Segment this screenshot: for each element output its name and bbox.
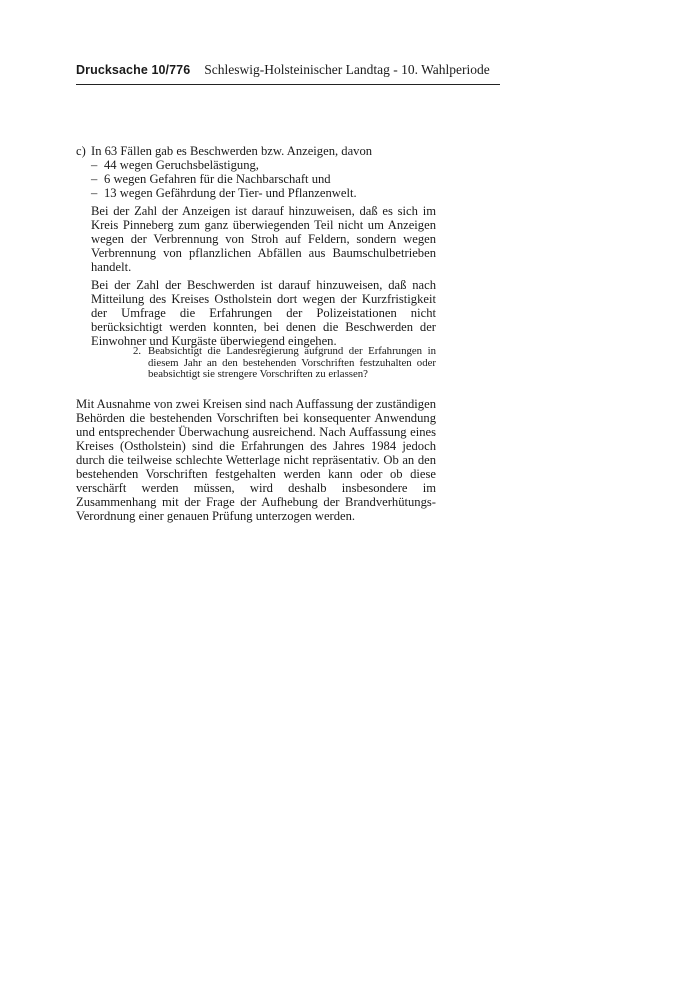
section-c [76, 144, 436, 348]
question-text: Beabsichtigt die Landesregierung aufgrund der Erfahrungen in diesem Jahr an den bestehenden Vorschriften festzuhalten oder beabsichtigt sie strengere Vorschriften zu erlassen? [148, 345, 436, 380]
list-item [91, 158, 436, 172]
question-number: 2. [133, 345, 142, 357]
document-number: Drucksache 10/776 [76, 63, 191, 77]
page-header [76, 60, 500, 85]
section-c-intro: In 63 Fällen gab es Beschwerden bzw. Anzeigen, davon [91, 144, 373, 158]
beschwerden-note-paragraph: Bei der Zahl der Beschwerden ist darauf hinzuweisen, daß nach Mitteilung des Kreises Ostholstein dort wegen der Kurzfristigkeit der Umfrage die Erfahrungen der Polizeistationen nicht berücksichtigt werden konnten, bei denen die Beschwerden der Einwohner und Kurgäste überwiegend eingehen. [91, 278, 436, 348]
list-item [91, 172, 436, 186]
section-c-intro-line [76, 144, 436, 158]
dash-marker: – [91, 186, 98, 200]
complaint-breakdown-list [91, 158, 436, 200]
question-2 [133, 346, 436, 381]
list-item-text: 44 wegen Geruchsbelästigung, [104, 158, 259, 172]
answer-paragraph: Mit Ausnahme von zwei Kreisen sind nach Auffassung der zuständigen Behörden die bestehenden Vorschriften bei konsequenter Anwendung und entsprechender Überwachung ausreichend. Nach Auffassung eines Kreises (Ostholstein) sind die Erfahrungen des Jahres 1984 jedoch durch die teilweise schlechte Wetterlage nicht repräsentativ. Ob an den bestehenden Vorschriften festgehalten werden kann oder ob diese verschärft werden müssen, wird deshalb insbesondere im Zusammenhang mit der Frage der Aufhebung der Brandverhütungs-Verordnung einer genauen Prüfung unterzogen werden. [76, 397, 436, 523]
list-item-text: 6 wegen Gefahren für die Nachbarschaft und [104, 172, 331, 186]
list-item-text: 13 wegen Gefährdung der Tier- und Pflanzenwelt. [104, 186, 357, 200]
section-c-marker: c) [76, 144, 86, 158]
parliament-title: Schleswig-Holsteinischer Landtag - 10. Wahlperiode [204, 62, 490, 77]
dash-marker: – [91, 158, 98, 172]
anzeigen-note-paragraph: Bei der Zahl der Anzeigen ist darauf hinzuweisen, daß es sich im Kreis Pinneberg zum ganz überwiegenden Teil nicht um Anzeigen wegen der Verbrennung von Stroh auf Feldern, sondern wegen Verbrennung von pflanzlichen Abfällen aus Baumschulbetrieben handelt. [91, 204, 436, 274]
dash-marker: – [91, 172, 98, 186]
list-item [91, 186, 436, 200]
